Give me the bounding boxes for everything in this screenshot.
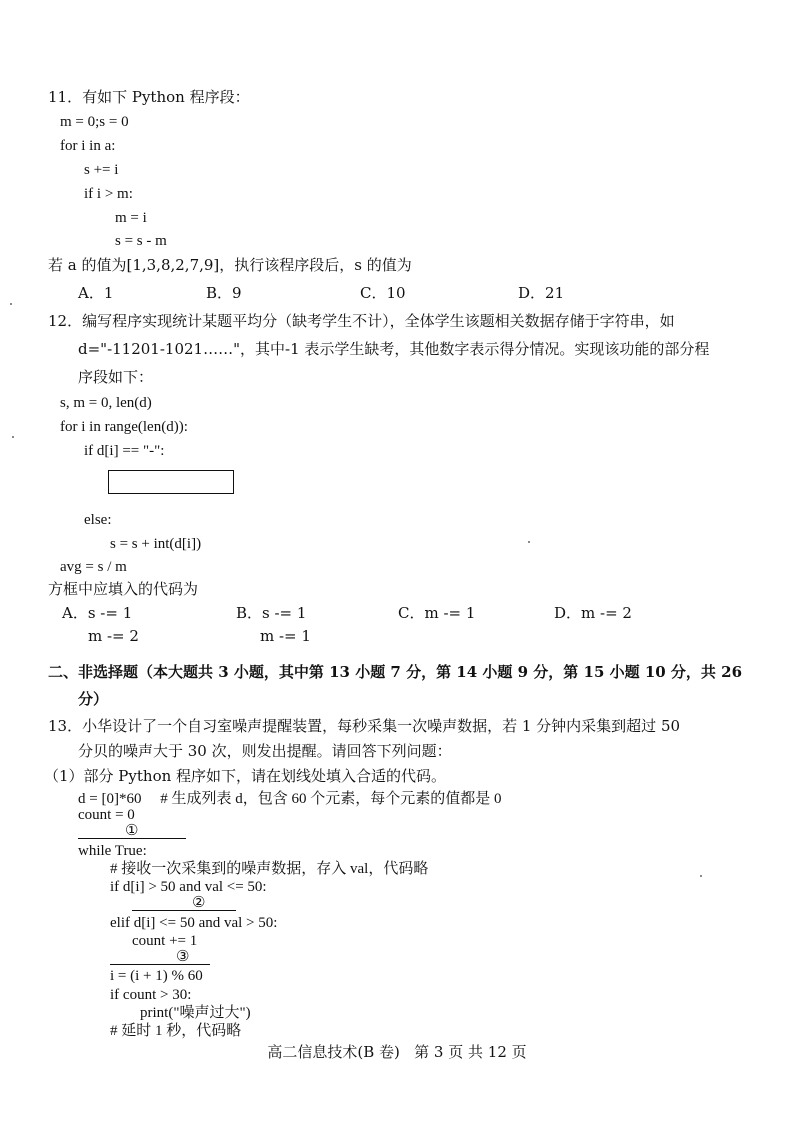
q11-code-line: m = i [115,210,147,226]
q12-option-b: B．s -= 1 [236,604,307,622]
q12-stem-line: 序段如下： [78,368,154,386]
q12-option-a: A．s -= 1 [62,604,133,622]
q13-code-line: if count > 30: [110,987,192,1003]
q12-option-a-line2: m -= 2 [88,627,139,645]
q13-code-line: while True: [78,843,147,859]
q13-code-line: elif d[i] <= 50 and val > 50: [110,915,278,931]
q11-code-line: for i in a: [60,138,116,154]
q13-stem-line: 分贝的噪声大于 30 次，则发出提醒。请回答下列问题： [78,742,452,760]
scan-speck [12,436,14,438]
q12-stem-line: d="-11201-1021……"，其中-1 表示学生缺考，其他数字表示得分情况。实现该功能的部分程 [78,340,710,358]
q13-code-line: # 延时 1 秒，代码略 [110,1023,242,1039]
q13-stem-line: 13．小华设计了一个自习室噪声提醒装置，每秒采集一次噪声数据，若 1 分钟内采集到超过 50 [48,717,681,735]
blank-marker-2: ② [192,893,206,911]
q13-code-line: if d[i] > 50 and val <= 50: [110,879,267,895]
scan-speck [10,303,12,305]
q13-code-line: i = (i + 1) % 60 [110,968,203,984]
q11-option-c: C．10 [360,284,406,302]
q12-stem-line: 12．编写程序实现统计某题平均分（缺考学生不计），全体学生该题相关数据存储于字符串，如 [48,312,675,330]
q12-option-d: D．m -= 2 [554,604,632,622]
q11-prompt: 若 a 的值为[1,3,8,2,7,9]，执行该程序段后，s 的值为 [48,256,412,274]
q11-option-b: B．9 [206,284,242,302]
q13-code-line: count = 0 [78,807,135,823]
section-heading-cont: 分） [78,690,109,708]
page-footer: 高二信息技术(B 卷) 第 3 页 共 12 页 [267,1043,527,1061]
q12-code-line: else: [84,512,112,528]
q12-code-line: for i in range(len(d)): [60,419,188,435]
q12-code-line: s, m = 0, len(d) [60,395,152,411]
q11-option-d: D．21 [518,284,565,302]
q11-code-line: m = 0;s = 0 [60,114,129,130]
q11-option-a: A．1 [78,284,114,302]
scan-speck [528,541,530,543]
answer-box [108,470,234,494]
q12-prompt: 方框中应填入的代码为 [48,580,199,598]
blank-marker-1: ① [125,821,139,839]
section-heading: 二、非选择题（本大题共 3 小题，其中第 13 小题 7 分，第 14 小题 9 分，第 15 小题 10 分，共 26 [48,663,743,681]
q12-option-b-line2: m -= 1 [260,627,311,645]
q13-sub-question: （1）部分 Python 程序如下，请在划线处填入合适的代码。 [44,767,447,785]
blank-line-2 [132,910,236,911]
q13-code-line: print("噪声过大") [140,1005,251,1021]
q12-code-line: s = s + int(d[i]) [110,536,202,552]
q12-option-c: C．m -= 1 [398,604,476,622]
q11-code-line: s = s - m [115,233,167,249]
blank-line-3 [110,964,210,965]
q11-code-line: if i > m: [84,186,133,202]
q13-code-line: d = [0]*60 # 生成列表 d，包含 60 个元素，每个元素的值都是 0 [78,791,502,807]
q11-code-line: s += i [84,162,119,178]
q13-code-line: # 接收一次采集到的噪声数据，存入 val，代码略 [110,861,429,877]
q11-stem: 11．有如下 Python 程序段： [48,88,250,106]
q13-code-line: count += 1 [132,933,198,949]
q12-code-line: if d[i] == "-": [84,443,165,459]
q12-code-line: avg = s / m [60,559,127,575]
scan-speck [700,875,702,877]
blank-marker-3: ③ [176,947,190,965]
